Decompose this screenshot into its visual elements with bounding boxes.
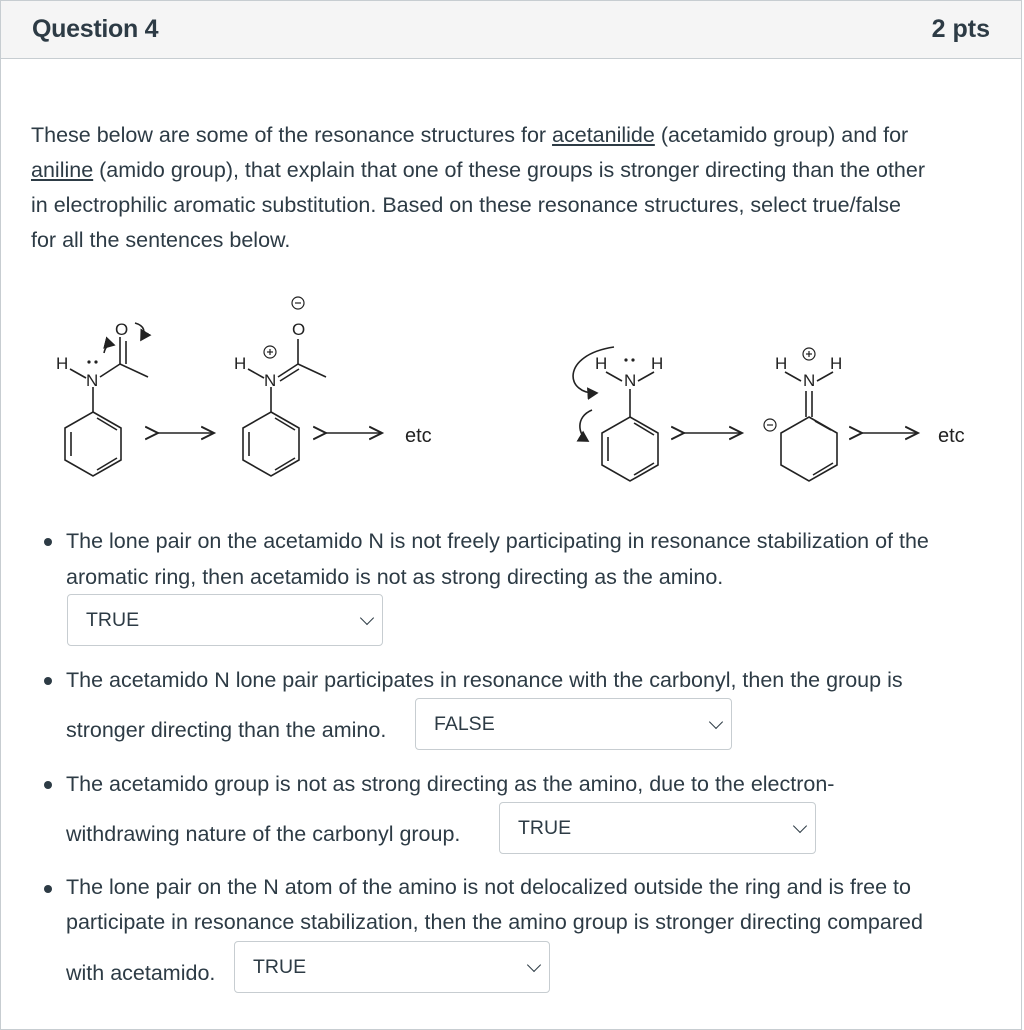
statement-1 xyxy=(66,523,996,595)
statement-3-line-1: The acetamido group is not as strong directing as the amino, due to the electron- xyxy=(66,772,835,796)
statement-2 xyxy=(66,662,996,698)
chevron-down-icon xyxy=(793,819,807,833)
bullet-dot xyxy=(44,781,52,789)
acetanilide-structure-2 xyxy=(243,297,326,476)
question-text xyxy=(31,118,1001,258)
intro-text-4: in electrophilic aromatic substitution. Based on these resonance structures, select true/false xyxy=(31,193,902,217)
atom-o-1: O xyxy=(115,320,129,339)
answer-select-3[interactable] xyxy=(499,802,816,854)
aniline-link[interactable]: aniline xyxy=(31,158,94,182)
atom-n-4: N xyxy=(803,371,816,390)
answer-select-3-value: TRUE xyxy=(518,816,572,839)
bullet-dot xyxy=(44,677,52,685)
resonance-structures-image xyxy=(0,285,1024,485)
etc-label-2: etc xyxy=(938,425,965,447)
question-title: Question 4 xyxy=(32,15,159,43)
atom-h-1: H xyxy=(56,354,69,373)
atom-n-2: N xyxy=(264,371,277,390)
statement-1-line-1: The lone pair on the acetamido N is not freely participating in resonance stabilization of the xyxy=(66,529,929,553)
statement-3 xyxy=(66,766,996,802)
answer-select-2[interactable] xyxy=(415,698,732,750)
bullet-dot xyxy=(44,885,52,893)
acetanilide-link[interactable]: acetanilide xyxy=(552,123,655,147)
question-header xyxy=(1,1,1021,59)
resonance-scheme xyxy=(0,285,1024,485)
aniline-structure-1 xyxy=(573,347,658,481)
intro-text-3: (amido group), that explain that one of these groups is stronger directing than the other xyxy=(93,158,926,182)
statement-2-line-1: The acetamido N lone pair participates in resonance with the carbonyl, then the group is xyxy=(66,668,903,692)
intro-text-1: These below are some of the resonance structures for xyxy=(31,123,553,147)
question-points: 2 pts xyxy=(931,15,990,43)
atom-h-2: H xyxy=(234,354,247,373)
statement-1-line-2: aromatic ring, then acetamido is not as strong directing as the amino. xyxy=(66,565,724,589)
atom-n-1: N xyxy=(86,371,99,390)
statement-4 xyxy=(66,870,996,940)
acetanilide-structure-1 xyxy=(65,323,148,476)
atom-h-3: H xyxy=(595,354,608,373)
statement-4-line-1: The lone pair on the N atom of the amino is not delocalized outside the ring and is free to xyxy=(66,875,911,899)
statement-4-line-2: participate in resonance stabilization, then the amino group is stronger directing compared xyxy=(66,910,923,934)
bullet-dot xyxy=(44,538,52,546)
statement-2-line-2: stronger directing than the amino. xyxy=(66,718,387,742)
statement-4-line-3: with acetamido. xyxy=(66,961,216,985)
atom-h-4: H xyxy=(651,354,664,373)
chevron-down-icon xyxy=(527,958,541,972)
atom-o-2: O xyxy=(292,320,306,339)
chevron-down-icon xyxy=(709,715,723,729)
atom-n-3: N xyxy=(624,371,637,390)
answer-select-1[interactable] xyxy=(67,594,383,646)
answer-select-1-value: TRUE xyxy=(86,608,140,631)
atom-h-6: H xyxy=(830,354,843,373)
chevron-down-icon xyxy=(360,611,374,625)
etc-label-1: etc xyxy=(405,425,432,447)
answer-select-4-value: TRUE xyxy=(253,955,307,978)
atom-h-5: H xyxy=(775,354,788,373)
statement-3-line-2: withdrawing nature of the carbonyl group. xyxy=(66,822,461,846)
answer-select-2-value: FALSE xyxy=(434,712,495,735)
intro-text-5: for all the sentences below. xyxy=(31,228,291,252)
answer-select-4[interactable] xyxy=(234,941,550,993)
intro-text-2: (acetamido group) and for xyxy=(654,123,909,147)
